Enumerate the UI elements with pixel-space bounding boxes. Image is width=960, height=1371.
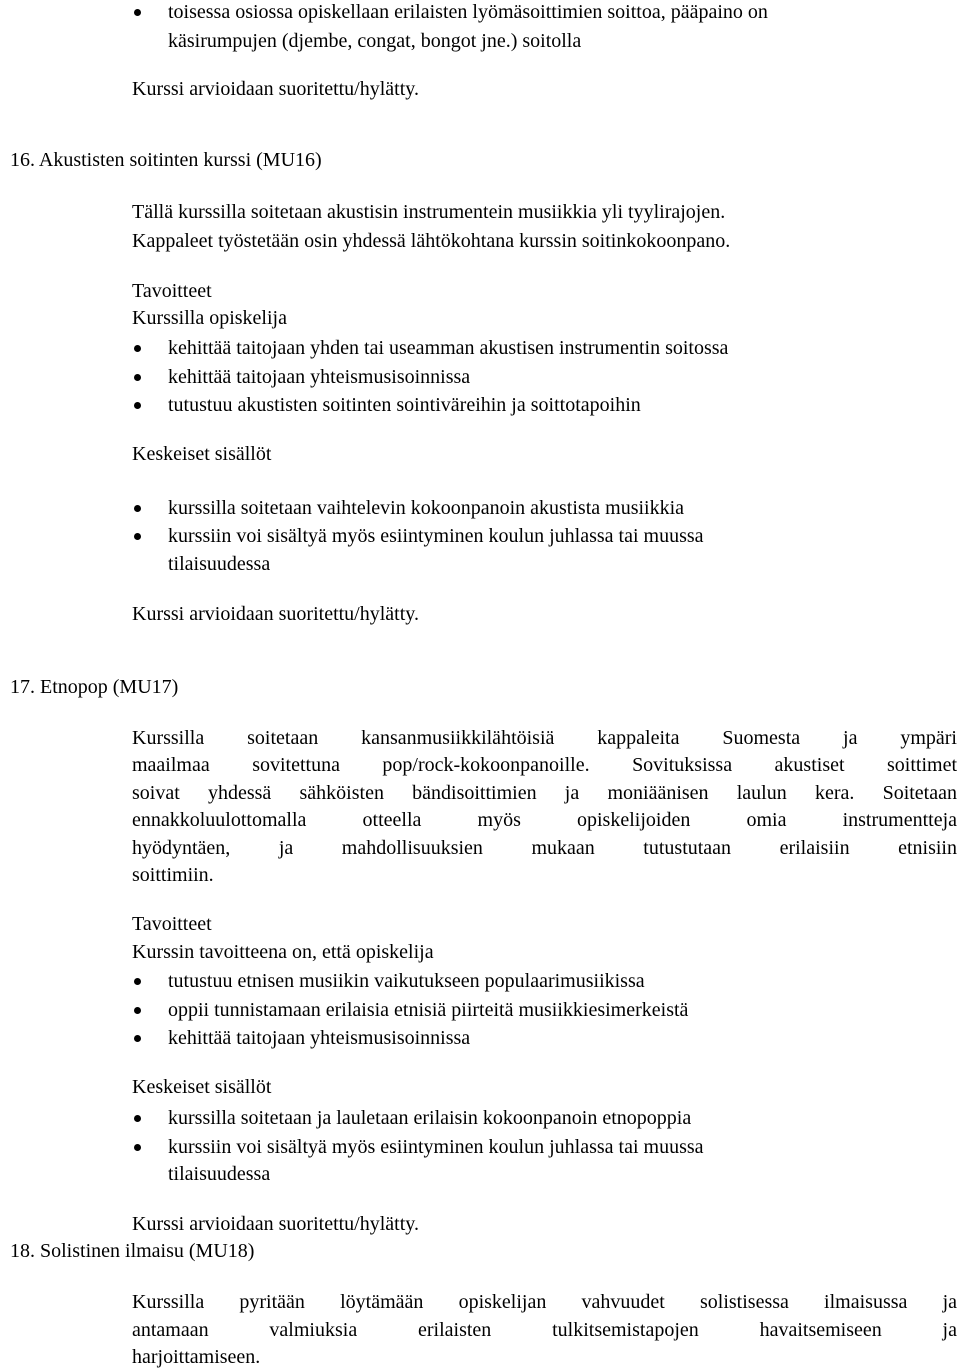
- section-heading-16: 16. Akustisten soitinten kurssi (MU16): [10, 149, 322, 171]
- bullet-icon: [134, 402, 141, 409]
- list-item-continuation: tilaisuudessa: [168, 1163, 271, 1185]
- paragraph-line: antamaan valmiuksia erilaisten tulkitsemistapojen havaitsemiseen ja: [132, 1319, 957, 1341]
- list-item: toisessa osiossa opiskellaan erilaisten lyömäsoittimien soittoa, pääpaino on: [168, 1, 768, 23]
- bullet-icon: [134, 1115, 141, 1122]
- list-item-continuation: käsirumpujen (djembe, congat, bongot jne.) soitolla: [168, 30, 582, 52]
- paragraph-line: soivat yhdessä sähköisten bändisoittimien ja moniäänisen laulun kera. Soitetaan: [132, 782, 957, 804]
- intro-text: Tällä kurssilla soitetaan akustisin instrumentein musiikkia yli tyylirajojen.: [132, 201, 726, 223]
- paragraph-line: soittimiin.: [132, 864, 214, 886]
- list-item: kehittää taitojaan yhteismusisoinnissa: [168, 1027, 471, 1049]
- bullet-icon: [134, 9, 141, 16]
- list-item: tutustuu etnisen musiikin vaikutukseen populaarimusiikissa: [168, 970, 645, 992]
- paragraph-line: Kurssilla soitetaan kansanmusiikkilähtöisiä kappaleita Suomesta ja ympäri: [132, 727, 957, 749]
- list-item: tutustuu akustisten soitinten sointiväreihin ja soittotapoihin: [168, 394, 641, 416]
- bullet-icon: [134, 1035, 141, 1042]
- goals-intro: Kurssin tavoitteena on, että opiskelija: [132, 941, 434, 963]
- intro-text: Kappaleet työstetään osin yhdessä lähtökohtana kurssin soitinkokoonpano.: [132, 230, 731, 252]
- paragraph-line: Kurssilla pyritään löytämään opiskelijan vahvuudet solistisessa ilmaisussa ja: [132, 1291, 957, 1313]
- bullet-icon: [134, 1007, 141, 1014]
- paragraph-line: harjoittamiseen.: [132, 1346, 261, 1368]
- list-item: oppii tunnistamaan erilaisia etnisiä piirteitä musiikkiesimerkeistä: [168, 999, 689, 1021]
- assessment-note: Kurssi arvioidaan suoritettu/hylätty.: [132, 603, 419, 625]
- list-item: kurssilla soitetaan vaihtelevin kokoonpanoin akustista musiikkia: [168, 497, 685, 519]
- paragraph-line: ennakkoluulottomalla otteella myös opiskelijoiden omia instrumentteja: [132, 809, 957, 831]
- list-item: kurssiin voi sisältyä myös esiintyminen koulun juhlassa tai muussa: [168, 1136, 704, 1158]
- paragraph-line: maailmaa sovitettuna pop/rock-kokoonpanoille. Sovituksissa akustiset soittimet: [132, 754, 957, 776]
- list-item: kehittää taitojaan yhden tai useamman akustisen instrumentin soitossa: [168, 337, 729, 359]
- goals-label: Tavoitteet: [132, 913, 212, 935]
- list-item: kurssiin voi sisältyä myös esiintyminen koulun juhlassa tai muussa: [168, 525, 704, 547]
- bullet-icon: [134, 1144, 141, 1151]
- paragraph-line: hyödyntäen, ja mahdollisuuksien mukaan tutustutaan erilaisiin etnisiin: [132, 837, 957, 859]
- section-heading-18: 18. Solistinen ilmaisu (MU18): [10, 1240, 255, 1262]
- list-item-continuation: tilaisuudessa: [168, 553, 271, 575]
- contents-label: Keskeiset sisällöt: [132, 1076, 272, 1098]
- contents-label: Keskeiset sisällöt: [132, 443, 272, 465]
- bullet-icon: [134, 533, 141, 540]
- assessment-note: Kurssi arvioidaan suoritettu/hylätty.: [132, 1213, 419, 1235]
- bullet-icon: [134, 345, 141, 352]
- goals-intro: Kurssilla opiskelija: [132, 307, 287, 329]
- goals-label: Tavoitteet: [132, 280, 212, 302]
- list-item: kurssilla soitetaan ja lauletaan erilaisin kokoonpanoin etnopoppia: [168, 1107, 692, 1129]
- section-heading-17: 17. Etnopop (MU17): [10, 676, 179, 698]
- bullet-icon: [134, 505, 141, 512]
- assessment-note: Kurssi arvioidaan suoritettu/hylätty.: [132, 78, 419, 100]
- bullet-icon: [134, 978, 141, 985]
- list-item: kehittää taitojaan yhteismusisoinnissa: [168, 366, 471, 388]
- bullet-icon: [134, 374, 141, 381]
